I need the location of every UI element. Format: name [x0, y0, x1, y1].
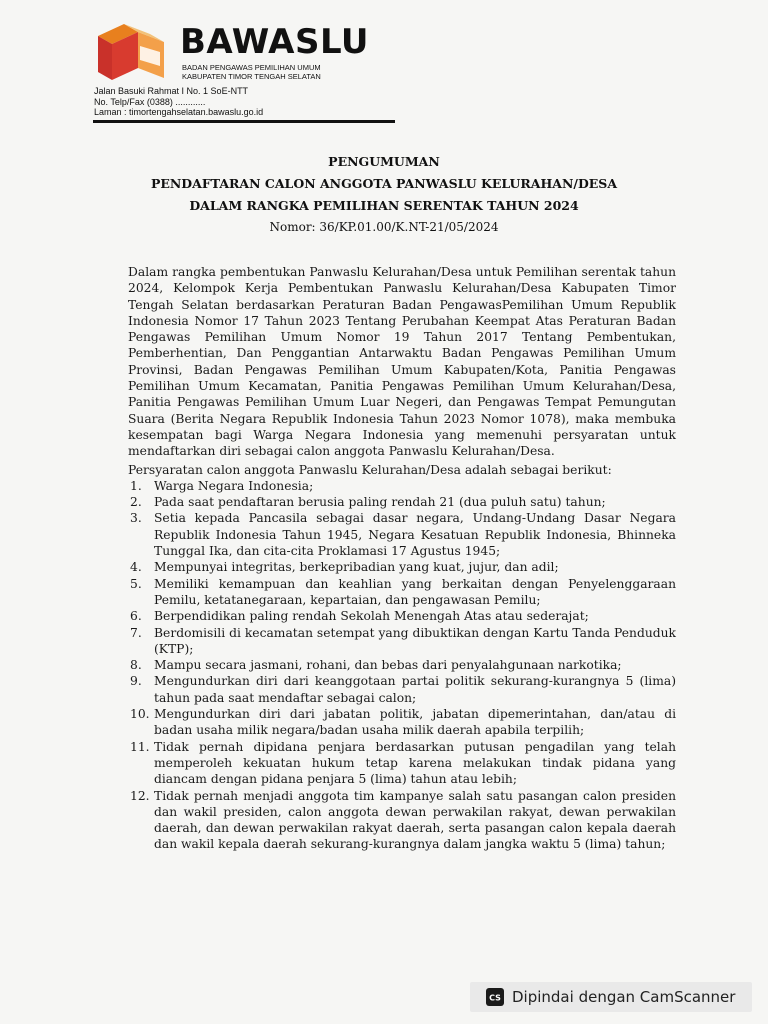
announcement-title: PENGUMUMAN	[328, 154, 440, 169]
requirements-list	[128, 478, 676, 853]
requirement-item	[128, 788, 676, 853]
item-text: Mempunyai integritas, berkepribadian yang kuat, jujur, dan adil;	[154, 560, 559, 575]
brand-subtitle-line2: KABUPATEN TIMOR TENGAH SELATAN	[182, 72, 321, 81]
item-text: Tidak pernah dipidana penjara berdasarkan putusan pengadilan yang telah memperoleh kekuatan hukum tetap karena melakukan tindak pidana yang diancam dengan pidana penjara 5 (lima) tahun atau lebih;	[154, 739, 676, 787]
announcement-subtitle-2: DALAM RANGKA PEMILIHAN SERENTAK TAHUN 2024	[189, 198, 579, 213]
item-text: Berpendidikan paling rendah Sekolah Menengah Atas atau sederajat;	[154, 609, 589, 624]
requirement-item	[128, 478, 676, 494]
item-text: Tidak pernah menjadi anggota tim kampanye salah satu pasangan calon presiden dan wakil presiden, calon anggota dewan perwakilan rakyat, dewan perwakilan daerah, dan dewan perwakilan rakyat daerah, serta pasangan calon kepala daerah dan wakil kepala daerah sekurang-kurangnya dalam jangka waktu 5 (lima) tahun;	[154, 788, 676, 852]
item-text: Berdomisili di kecamatan setempat yang dibuktikan dengan Kartu Tanda Penduduk (KTP);	[154, 625, 676, 656]
requirements-intro: Persyaratan calon anggota Panwaslu Kelurahan/Desa adalah sebagai berikut:	[128, 462, 612, 477]
requirement-item	[128, 625, 676, 658]
requirement-item	[128, 706, 676, 739]
brand-name: BAWASLU	[180, 22, 370, 62]
camscanner-icon	[486, 988, 504, 1006]
item-text: Mengundurkan diri dari jabatan politik, jabatan dipemerintahan, dan/atau di badan usaha milik negara/badan usaha milik daerah apabila terpilih;	[154, 707, 676, 738]
item-text: Mengundurkan diri dari keanggotaan partai politik sekurang-kurangnya 5 (lima) tahun pada saat mendaftar sebagai calon;	[154, 674, 676, 705]
address-phone: No. Telp/Fax (0388) ............	[94, 96, 206, 107]
item-number: 10.	[130, 707, 150, 722]
item-number: 7.	[130, 625, 142, 640]
requirement-item	[128, 576, 676, 609]
requirement-item	[128, 559, 676, 575]
announcement-subtitle: PENDAFTARAN CALON ANGGOTA PANWASLU KELURAHAN/DESA	[150, 176, 618, 191]
item-number: 5.	[130, 576, 142, 591]
item-text: Memiliki kemampuan dan keahlian yang berkaitan dengan Penyelenggaraan Pemilu, ketatanegaraan, kepartaian, dan pengawasan Pemilu;	[154, 576, 676, 607]
item-number: 2.	[130, 495, 142, 510]
item-number: 12.	[130, 788, 150, 803]
letterhead-rule	[93, 120, 395, 123]
requirement-item	[128, 608, 676, 624]
item-number: 11.	[130, 739, 150, 754]
address-street: Jalan Basuki Rahmat I No. 1 SoE-NTT	[94, 86, 249, 96]
address-website: Laman : timortengahselatan.bawaslu.go.id	[94, 107, 264, 117]
requirement-item	[128, 510, 676, 559]
item-number: 8.	[130, 658, 142, 673]
svg-text:CS: CS	[489, 993, 501, 1003]
brand-subtitle-line1: BADAN PENGAWAS PEMILIHAN UMUM	[182, 63, 321, 72]
requirement-item	[128, 739, 676, 788]
requirement-item	[128, 657, 676, 673]
item-number: 3.	[130, 511, 142, 526]
brand-subtitle	[182, 63, 321, 81]
camscanner-watermark	[470, 982, 752, 1012]
item-number: 4.	[130, 560, 142, 575]
item-text: Pada saat pendaftaran berusia paling rendah 21 (dua puluh satu) tahun;	[154, 495, 606, 510]
item-text: Mampu secara jasmani, rohani, dan bebas dari penyalahgunaan narkotika;	[154, 658, 622, 673]
item-text: Setia kepada Pancasila sebagai dasar negara, Undang-Undang Dasar Negara Republik Indonesia Tahun 1945, Negara Kesatuan Republik Indonesia, Bhinneka Tunggal Ika, dan cita-cita Proklamasi 17 Agustus 1945;	[154, 511, 676, 559]
document-number: Nomor: 36/KP.01.00/K.NT-21/05/2024	[269, 220, 499, 234]
item-number: 6.	[130, 609, 142, 624]
item-number: 1.	[130, 478, 142, 493]
item-number: 9.	[130, 674, 142, 689]
requirement-item	[128, 673, 676, 706]
bawaslu-logo	[94, 22, 174, 84]
watermark-text: Dipindai dengan CamScanner	[512, 988, 736, 1006]
item-text: Warga Negara Indonesia;	[154, 478, 314, 493]
requirement-item	[128, 494, 676, 510]
letterhead-address	[94, 86, 263, 118]
intro-paragraph: Dalam rangka pembentukan Panwaslu Kelurahan/Desa untuk Pemilihan serentak tahun 2024, Kelompok Kerja Pembentukan Panwaslu Kelurahan/Desa Kabupaten Timor Tengah Selatan berdasarkan Peraturan Badan PengawasPemilihan Umum Republik Indonesia Nomor 17 Tahun 2023 Tentang Perubahan Keempat Atas Peraturan Badan Pengawas Pemilihan Umum Nomor 19 Tahun 2017 Tentang Pembentukan, Pemberhentian, Dan Penggantian Antarwaktu Badan Pengawas Pemilihan Umum Provinsi, Badan Pengawas Pemilihan Umum Kabupaten/Kota, Panitia Pengawas Pemilihan Umum Kecamatan, Panitia Pengawas Pemilihan Umum Kelurahan/Desa, Panitia Pengawas Pemilihan Umum Luar Negeri, dan Pengawas Tempat Pemungutan Suara (Berita Negara Republik Indonesia Tahun 2023 Nomor 1078), maka membuka kesempatan bagi Warga Negara Indonesia yang memenuhi persyaratan untuk mendaftarkan diri sebagai calon anggota Panwaslu Kelurahan/Desa.	[128, 265, 676, 459]
document-body	[128, 264, 676, 853]
